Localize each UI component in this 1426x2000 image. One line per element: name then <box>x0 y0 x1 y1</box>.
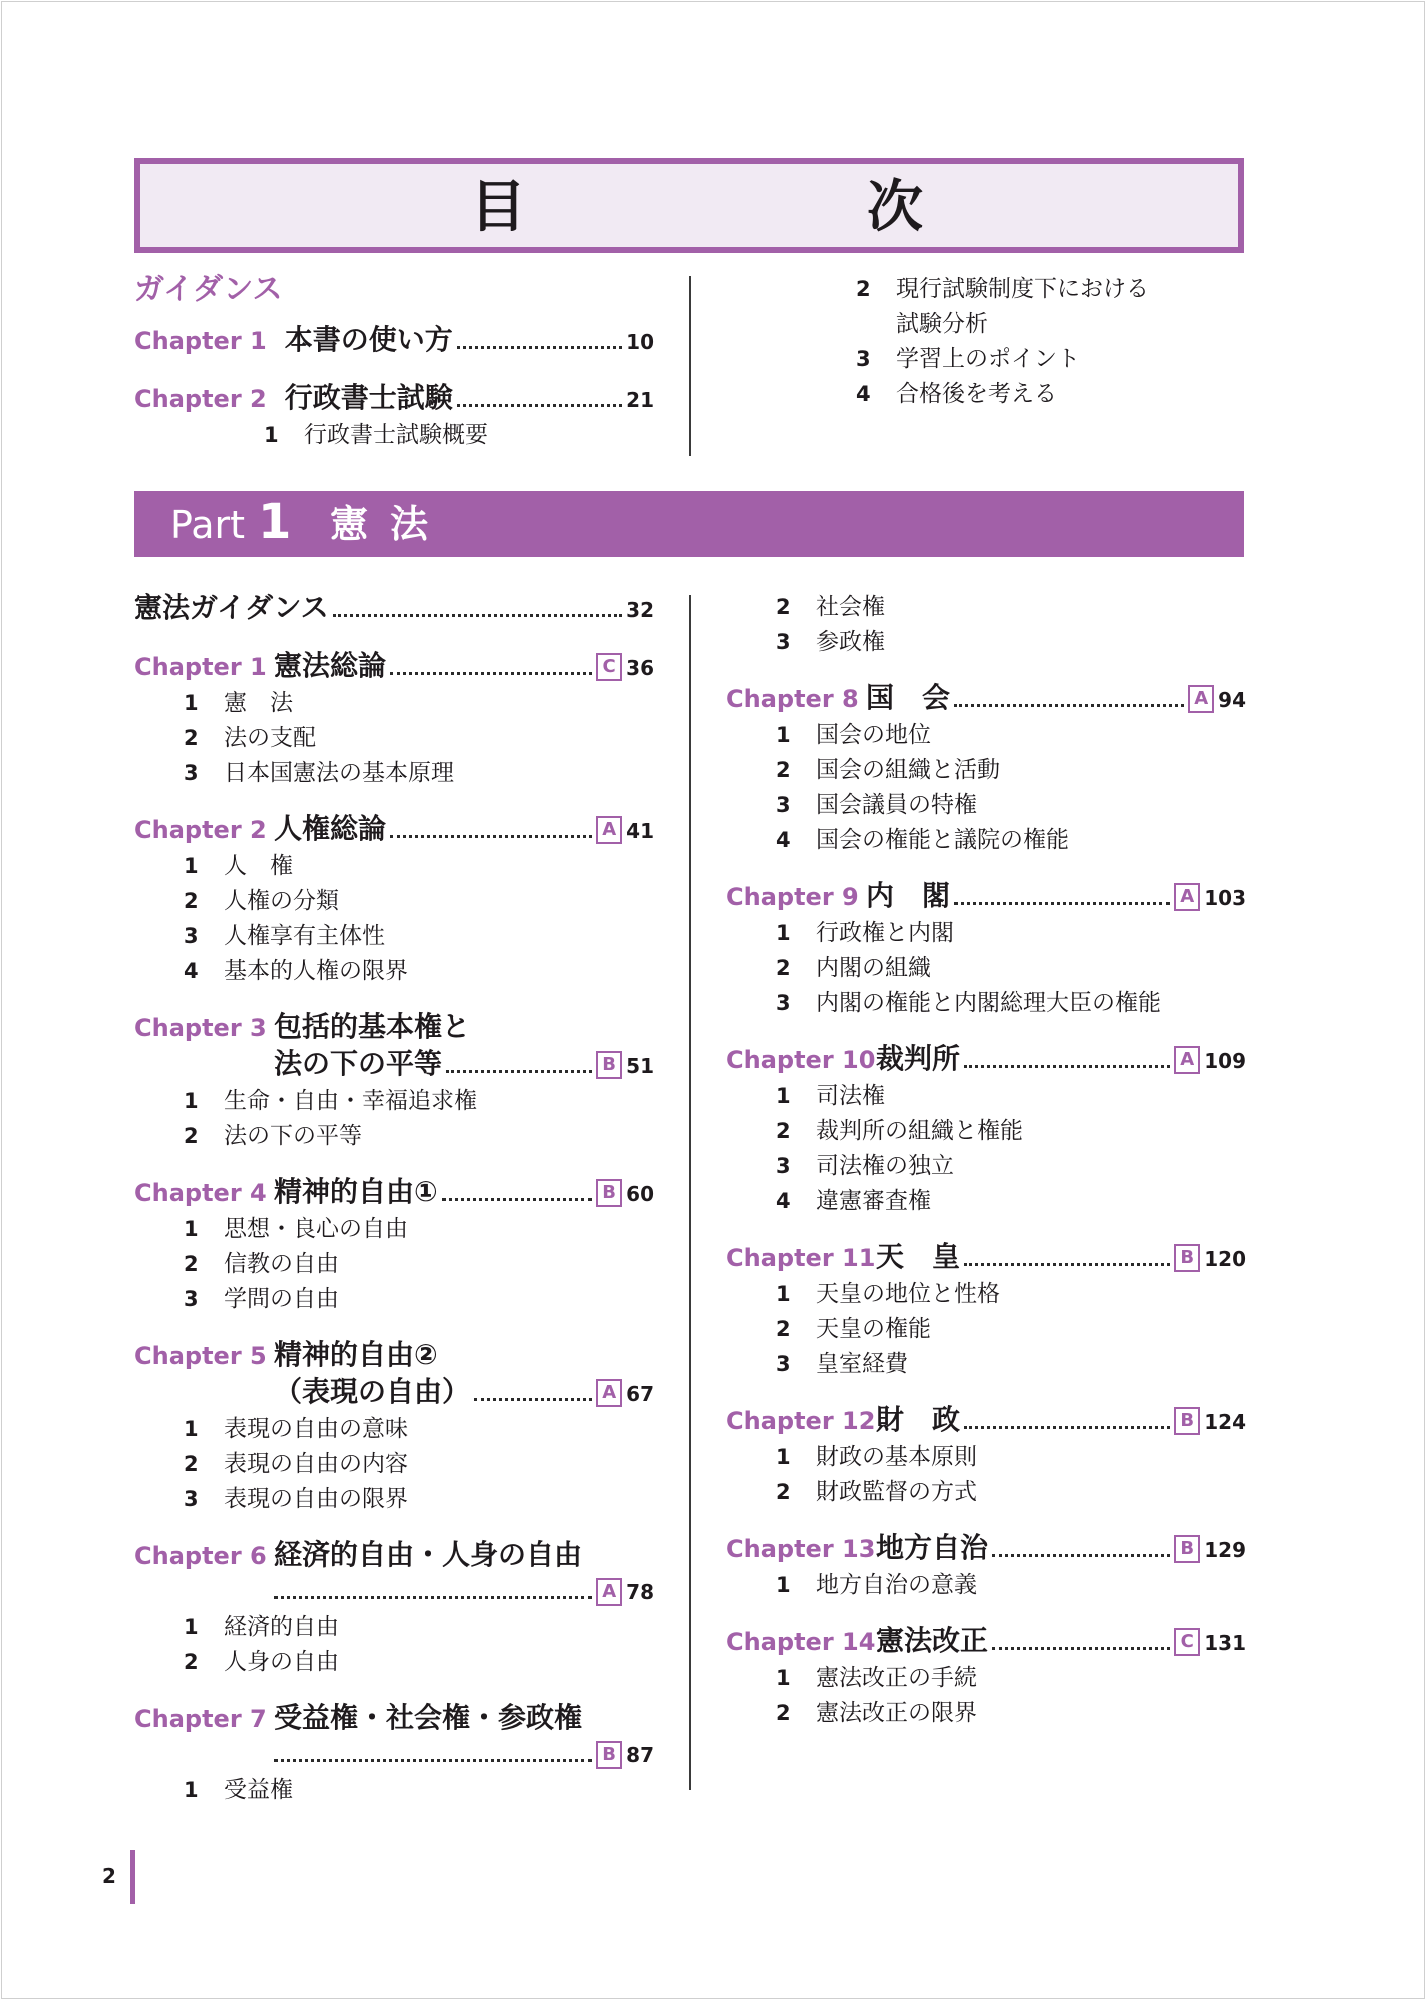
page-number: 124 <box>1204 1410 1246 1434</box>
section-number: 1 <box>776 1282 791 1306</box>
section-number: 3 <box>776 793 791 817</box>
part-banner <box>134 491 1244 557</box>
section-number: 1 <box>776 1573 791 1597</box>
rank-badge: A <box>1188 685 1214 713</box>
section-number: 2 <box>184 1650 199 1674</box>
section-title: 憲 法 <box>224 690 293 716</box>
page-number: 21 <box>626 388 654 412</box>
section-number: 3 <box>776 1154 791 1178</box>
toc-section[interactable] <box>184 884 654 919</box>
toc-section[interactable] <box>184 919 654 954</box>
section-title: 人権享有主体性 <box>224 923 385 949</box>
page-number: 103 <box>1204 886 1246 910</box>
section-title: 司法権 <box>816 1083 885 1109</box>
section-number: 3 <box>184 761 199 785</box>
toc-section[interactable] <box>184 686 654 721</box>
toc-chapter[interactable] <box>134 648 654 686</box>
chapter-label: Chapter 9 <box>726 883 859 911</box>
section-number: 1 <box>776 723 791 747</box>
section-title: 行政書士試験概要 <box>304 422 488 448</box>
toc-section[interactable] <box>184 1645 654 1680</box>
page-number: 78 <box>626 1580 654 1604</box>
chapter-label: Chapter 3 <box>134 1014 267 1042</box>
section-title: 財政監督の方式 <box>816 1479 977 1505</box>
section-number: 2 <box>776 1701 791 1725</box>
chapter-label: Chapter 12 <box>726 1407 876 1435</box>
section-number: 1 <box>776 921 791 945</box>
toc-title-char-2: 次 <box>867 175 923 240</box>
toc-section[interactable] <box>776 788 1246 823</box>
chapter-label: Chapter 10 <box>726 1046 876 1074</box>
chapter-label: Chapter 7 <box>134 1705 267 1733</box>
section-number: 4 <box>184 959 199 983</box>
section-title: 行政権と内閣 <box>816 920 954 946</box>
chapter-title: 行政書士試験 <box>284 381 453 414</box>
toc-section[interactable] <box>184 1119 654 1154</box>
chapter-title: 精神的自由① <box>274 1175 438 1208</box>
column-divider <box>689 595 691 1790</box>
section-title: 国会議員の特権 <box>816 792 977 818</box>
toc-section[interactable] <box>184 1247 654 1282</box>
section-title: 人 権 <box>224 853 293 879</box>
section-number: 3 <box>184 924 199 948</box>
section-title: 合格後を考える <box>896 381 1057 407</box>
section-title: 天皇の地位と性格 <box>816 1281 1000 1307</box>
section-number: 2 <box>776 1317 791 1341</box>
section-title: 表現の自由の限界 <box>224 1486 408 1512</box>
section-title: 学習上のポイント <box>896 346 1080 372</box>
section-number: 3 <box>776 991 791 1015</box>
chapter-title: 受益権・社会権・参政権 <box>274 1701 583 1734</box>
chapter-title: 経済的自由・人身の自由 <box>274 1538 583 1571</box>
section-title: 思想・良心の自由 <box>224 1216 408 1242</box>
toc-left-column <box>134 590 654 1808</box>
section-title: 憲法改正の限界 <box>816 1700 977 1726</box>
section-number: 4 <box>856 382 871 406</box>
rank-badge: B <box>596 1051 622 1079</box>
part-number: 1 <box>258 494 292 550</box>
toc-section[interactable] <box>856 377 1236 412</box>
dot-leader <box>474 1398 592 1401</box>
chapter-label: Chapter 13 <box>726 1535 876 1563</box>
toc-intro[interactable] <box>134 590 654 628</box>
section-number: 2 <box>776 1480 791 1504</box>
toc-section[interactable] <box>184 1212 654 1247</box>
chapter-label: Chapter 2 <box>134 385 267 413</box>
toc-section[interactable] <box>776 1568 1246 1603</box>
rank-badge: A <box>596 1578 622 1606</box>
toc-title-box <box>134 158 1244 253</box>
rank-badge: B <box>1174 1407 1200 1435</box>
page-number: 87 <box>626 1743 654 1767</box>
section-title: 試験分析 <box>896 311 988 337</box>
toc-chapter[interactable] <box>134 811 654 849</box>
section-title: 信教の自由 <box>224 1251 339 1277</box>
chapter-title: 内 閣 <box>866 879 951 912</box>
toc-chapter[interactable] <box>134 1337 654 1374</box>
toc-right-column <box>726 590 1246 1731</box>
toc-chapter[interactable] <box>134 1700 654 1737</box>
dot-leader <box>390 672 592 675</box>
section-title: 現行試験制度下における <box>896 276 1149 302</box>
section-number: 2 <box>776 956 791 980</box>
section-number: 2 <box>776 758 791 782</box>
section-number: 1 <box>184 1217 199 1241</box>
section-title: 違憲審査権 <box>816 1188 931 1214</box>
chapter-title: 財 政 <box>876 1403 961 1436</box>
dot-leader <box>992 1647 1170 1650</box>
chapter-title: 地方自治 <box>876 1531 989 1564</box>
toc-chapter-continued[interactable] <box>134 1574 654 1610</box>
page-number: 131 <box>1204 1631 1246 1655</box>
section-title: 日本国憲法の基本原理 <box>224 760 454 786</box>
toc-section[interactable] <box>776 1661 1246 1696</box>
section-list <box>726 1277 1246 1382</box>
chapter-label: Chapter 8 <box>726 685 859 713</box>
rank-badge: C <box>596 653 622 681</box>
dot-leader <box>954 704 1184 707</box>
section-list <box>134 1773 654 1808</box>
dot-leader <box>274 1759 592 1762</box>
rank-badge: C <box>1174 1628 1200 1656</box>
section-title: 法の下の平等 <box>224 1123 362 1149</box>
dot-leader <box>442 1198 592 1201</box>
toc-section[interactable] <box>776 1184 1246 1219</box>
toc-chapter[interactable] <box>726 878 1246 916</box>
section-number: 4 <box>776 1189 791 1213</box>
section-number: 3 <box>856 347 871 371</box>
section-number: 1 <box>776 1666 791 1690</box>
section-title: 国会の組織と活動 <box>816 757 1000 783</box>
section-title: 国会の地位 <box>816 722 931 748</box>
toc-section[interactable] <box>184 1412 654 1447</box>
section-number: 1 <box>776 1445 791 1469</box>
section-list <box>726 718 1246 858</box>
section-title: 表現の自由の内容 <box>224 1451 408 1477</box>
rank-badge: B <box>1174 1244 1200 1272</box>
section-title: 皇室経費 <box>816 1351 908 1377</box>
chapter-label: Chapter 14 <box>726 1628 876 1656</box>
section-number: 1 <box>264 423 279 447</box>
toc-chapter[interactable] <box>134 380 654 418</box>
section-title: 基本的人権の限界 <box>224 958 408 984</box>
toc-title-char-1: 目 <box>470 175 526 240</box>
chapter-title-line1: 精神的自由② <box>274 1338 438 1371</box>
footer-page-number: 2 <box>102 1864 116 1888</box>
section-title: 天皇の権能 <box>816 1316 931 1342</box>
section-title: 国会の権能と議院の権能 <box>816 827 1069 853</box>
section-number: 2 <box>184 889 199 913</box>
section-list <box>134 686 654 791</box>
section-list <box>726 1568 1246 1603</box>
section-title: 内閣の組織 <box>816 955 931 981</box>
chapter-title: 憲法改正 <box>876 1624 989 1657</box>
dot-leader <box>274 1596 592 1599</box>
section-title: 表現の自由の意味 <box>224 1416 408 1442</box>
toc-chapter[interactable] <box>134 322 654 360</box>
dot-leader <box>390 835 592 838</box>
section-number: 1 <box>184 1089 199 1113</box>
chapter-title: 国 会 <box>866 681 951 714</box>
dot-leader <box>457 404 622 407</box>
chapter-title-line1: 包括的基本権と <box>274 1010 471 1043</box>
toc-chapter[interactable] <box>726 1530 1246 1568</box>
toc-section[interactable] <box>776 753 1246 788</box>
section-number: 1 <box>776 1084 791 1108</box>
toc-section[interactable] <box>776 1475 1246 1510</box>
part-label: Part <box>170 503 246 547</box>
section-title: 参政権 <box>816 629 885 655</box>
guidance-heading: ガイダンス <box>134 272 283 307</box>
section-number: 2 <box>184 1124 199 1148</box>
toc-section[interactable] <box>776 1312 1246 1347</box>
section-number: 2 <box>184 726 199 750</box>
dot-leader <box>992 1554 1170 1557</box>
rank-badge: B <box>596 1741 622 1769</box>
toc-section[interactable] <box>184 721 654 756</box>
toc-section[interactable] <box>184 1482 654 1517</box>
toc-section[interactable] <box>776 986 1246 1021</box>
section-title: 財政の基本原則 <box>816 1444 977 1470</box>
section-number: 1 <box>184 691 199 715</box>
toc-chapter[interactable] <box>726 1402 1246 1440</box>
toc-section[interactable] <box>184 954 654 989</box>
toc-section[interactable] <box>184 1773 654 1808</box>
footer-accent-bar <box>130 1850 135 1904</box>
section-title: 憲法改正の手続 <box>816 1665 977 1691</box>
section-title: 司法権の独立 <box>816 1153 954 1179</box>
section-list <box>134 1610 654 1680</box>
page-number: 32 <box>626 598 654 622</box>
toc-section[interactable] <box>776 1079 1246 1114</box>
rank-badge: B <box>596 1179 622 1207</box>
toc-chapter[interactable] <box>726 1623 1246 1661</box>
chapter-title: 天 皇 <box>876 1240 961 1273</box>
dot-leader <box>964 1065 1170 1068</box>
toc-section[interactable] <box>776 1114 1246 1149</box>
section-number: 3 <box>776 630 791 654</box>
page-number: 129 <box>1204 1538 1246 1562</box>
chapter-title: 本書の使い方 <box>284 323 453 356</box>
toc-chapter[interactable] <box>134 1009 654 1046</box>
page-number: 10 <box>626 330 654 354</box>
chapter-label: Chapter 6 <box>134 1542 267 1570</box>
toc-chapter[interactable] <box>134 1174 654 1212</box>
section-list <box>726 1079 1246 1219</box>
section-list <box>134 1084 654 1154</box>
chapter-title: 人権総論 <box>274 812 387 845</box>
chapter-label: Chapter 11 <box>726 1244 876 1272</box>
dot-leader <box>457 346 622 349</box>
page-number: 36 <box>626 656 654 680</box>
section-number: 2 <box>776 1119 791 1143</box>
section-title: 社会権 <box>816 594 885 620</box>
section-number: 3 <box>184 1287 199 1311</box>
intro-title: 憲法ガイダンス <box>134 591 329 624</box>
toc-chapter-continued[interactable] <box>134 1374 654 1412</box>
guidance-right <box>856 272 1236 412</box>
section-title: 人権の分類 <box>224 888 339 914</box>
section-number: 3 <box>776 1352 791 1376</box>
section-title: 裁判所の組織と権能 <box>816 1118 1023 1144</box>
rank-badge: B <box>1174 1535 1200 1563</box>
toc-section[interactable] <box>184 1447 654 1482</box>
part-name: 憲法 <box>330 502 451 546</box>
dot-leader <box>954 902 1170 905</box>
toc-chapter[interactable] <box>726 680 1246 718</box>
page-number: 51 <box>626 1054 654 1078</box>
page-number: 67 <box>626 1382 654 1406</box>
toc-section[interactable] <box>134 418 654 453</box>
section-number: 2 <box>184 1452 199 1476</box>
toc-section[interactable] <box>856 342 1236 377</box>
section-list <box>726 1661 1246 1731</box>
toc-section[interactable] <box>776 1696 1246 1731</box>
chapter-label: Chapter 5 <box>134 1342 267 1370</box>
section-title: 地方自治の意義 <box>816 1572 977 1598</box>
chapter-label: Chapter 2 <box>134 816 267 844</box>
toc-section[interactable] <box>776 1347 1246 1382</box>
section-number: 3 <box>184 1487 199 1511</box>
page-number: 109 <box>1204 1049 1246 1073</box>
section-number: 4 <box>776 828 791 852</box>
toc-section[interactable] <box>776 916 1246 951</box>
toc-section[interactable] <box>776 718 1246 753</box>
section-number: 1 <box>184 1417 199 1441</box>
chapter-label: Chapter 4 <box>134 1179 267 1207</box>
section-list <box>726 590 1246 660</box>
chapter-title-line2: 法の下の平等 <box>274 1047 443 1080</box>
toc-chapter[interactable] <box>726 1239 1246 1277</box>
toc-chapter[interactable] <box>726 1041 1246 1079</box>
toc-section[interactable] <box>856 307 1236 342</box>
chapter-title: 裁判所 <box>876 1042 961 1075</box>
dot-leader <box>964 1263 1170 1266</box>
section-title: 生命・自由・幸福追求権 <box>224 1088 477 1114</box>
toc-section[interactable] <box>776 951 1246 986</box>
toc-chapter[interactable] <box>134 1537 654 1574</box>
section-title: 経済的自由 <box>224 1614 339 1640</box>
chapter-label: Chapter 1 <box>134 653 267 681</box>
toc-section[interactable] <box>184 756 654 791</box>
section-list <box>134 1212 654 1317</box>
section-number: 2 <box>776 595 791 619</box>
column-divider <box>689 276 691 456</box>
chapter-label: Chapter 1 <box>134 327 267 355</box>
rank-badge: A <box>1174 883 1200 911</box>
toc-section[interactable] <box>184 1610 654 1645</box>
section-number: 2 <box>184 1252 199 1276</box>
dot-leader <box>446 1070 592 1073</box>
toc-section[interactable] <box>776 625 1246 660</box>
toc-chapter-continued[interactable] <box>134 1737 654 1773</box>
toc-section[interactable] <box>776 823 1246 858</box>
rank-badge: A <box>596 816 622 844</box>
section-number: 2 <box>856 277 871 301</box>
toc-chapter-continued[interactable] <box>134 1046 654 1084</box>
toc-section[interactable] <box>856 272 1236 307</box>
page-number: 120 <box>1204 1247 1246 1271</box>
toc-section[interactable] <box>776 590 1246 625</box>
section-list <box>134 849 654 989</box>
toc-section[interactable] <box>184 849 654 884</box>
rank-badge: A <box>1174 1046 1200 1074</box>
toc-section[interactable] <box>776 1149 1246 1184</box>
section-title: 人身の自由 <box>224 1649 339 1675</box>
rank-badge: A <box>596 1379 622 1407</box>
toc-section[interactable] <box>184 1084 654 1119</box>
section-list <box>726 1440 1246 1510</box>
toc-section[interactable] <box>776 1277 1246 1312</box>
section-title: 内閣の権能と内閣総理大臣の権能 <box>816 990 1161 1016</box>
toc-section[interactable] <box>184 1282 654 1317</box>
section-list <box>134 1412 654 1517</box>
section-title: 学問の自由 <box>224 1286 339 1312</box>
dot-leader <box>964 1426 1170 1429</box>
toc-section[interactable] <box>776 1440 1246 1475</box>
page-number: 41 <box>626 819 654 843</box>
section-number: 1 <box>184 1778 199 1802</box>
chapter-title: 憲法総論 <box>274 649 387 682</box>
section-number: 1 <box>184 854 199 878</box>
chapter-title-line2: （表現の自由） <box>274 1375 471 1408</box>
section-list <box>726 916 1246 1021</box>
page-number: 60 <box>626 1182 654 1206</box>
dot-leader <box>333 614 623 617</box>
page-number: 94 <box>1218 688 1246 712</box>
section-title: 法の支配 <box>224 725 316 751</box>
guidance-left <box>134 270 654 453</box>
section-number: 1 <box>184 1615 199 1639</box>
section-title: 受益権 <box>224 1777 293 1803</box>
